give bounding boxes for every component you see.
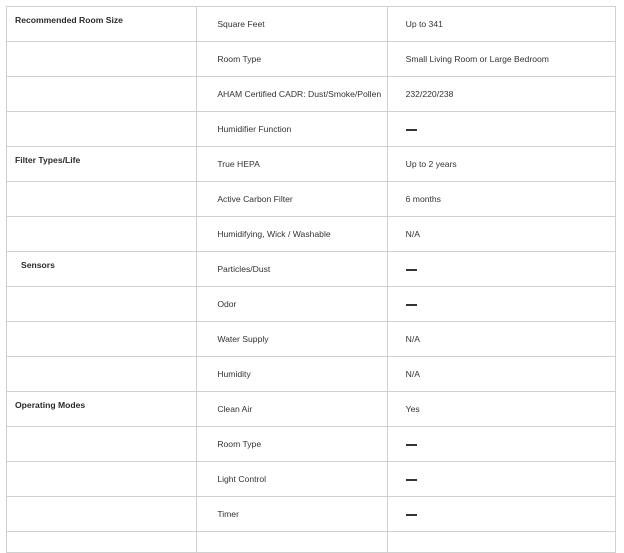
table-row (7, 7, 616, 42)
spec-label: Timer (197, 497, 387, 532)
category-label (7, 462, 197, 497)
table-row (7, 217, 616, 252)
specifications-table (6, 6, 616, 553)
spec-value: Up to 341 (387, 7, 615, 42)
spec-label: Clean Air (197, 392, 387, 427)
category-label (7, 112, 197, 147)
em-dash-icon (406, 304, 417, 306)
em-dash-icon (406, 129, 417, 131)
table-row (7, 322, 616, 357)
em-dash-icon (406, 479, 417, 481)
table-row (7, 427, 616, 462)
spec-label: Room Type (197, 42, 387, 77)
spec-value (387, 287, 615, 322)
spec-label: Particles/Dust (197, 252, 387, 287)
spec-label: Light Control (197, 462, 387, 497)
empty-cell (387, 532, 615, 553)
category-label (7, 497, 197, 532)
spec-label: Room Type (197, 427, 387, 462)
spec-label: Square Feet (197, 7, 387, 42)
spec-value (387, 427, 615, 462)
spec-value (387, 112, 615, 147)
table-row (7, 182, 616, 217)
spec-value: N/A (387, 322, 615, 357)
spec-value: N/A (387, 217, 615, 252)
empty-cell (197, 532, 387, 553)
spec-value (387, 462, 615, 497)
spec-label: Odor (197, 287, 387, 322)
empty-cell (7, 532, 197, 553)
table-row (7, 77, 616, 112)
category-label (7, 322, 197, 357)
spec-label: Active Carbon Filter (197, 182, 387, 217)
table-row (7, 147, 616, 182)
table-row (7, 392, 616, 427)
spec-label: Humidifying, Wick / Washable (197, 217, 387, 252)
spec-label: True HEPA (197, 147, 387, 182)
spec-value: Up to 2 years (387, 147, 615, 182)
spec-label: AHAM Certified CADR: Dust/Smoke/Pollen (197, 77, 387, 112)
table-row (7, 532, 616, 553)
em-dash-icon (406, 514, 417, 516)
category-label: Operating Modes (7, 392, 197, 427)
spec-value (387, 252, 615, 287)
table-row (7, 42, 616, 77)
spec-label: Humidity (197, 357, 387, 392)
category-label (7, 182, 197, 217)
category-label (7, 217, 197, 252)
category-label: Filter Types/Life (7, 147, 197, 182)
spec-value: N/A (387, 357, 615, 392)
spec-value: 232/220/238 (387, 77, 615, 112)
table-row (7, 112, 616, 147)
category-label (7, 427, 197, 462)
category-label (7, 42, 197, 77)
table-row (7, 462, 616, 497)
spec-value: Yes (387, 392, 615, 427)
table-row (7, 497, 616, 532)
table-row (7, 287, 616, 322)
spec-label: Water Supply (197, 322, 387, 357)
spec-label: Humidifier Function (197, 112, 387, 147)
em-dash-icon (406, 269, 417, 271)
category-label (7, 287, 197, 322)
table-row (7, 357, 616, 392)
category-label (7, 77, 197, 112)
spec-value: 6 months (387, 182, 615, 217)
table-row (7, 252, 616, 287)
category-label: Recommended Room Size (7, 7, 197, 42)
category-label (7, 357, 197, 392)
category-label: Sensors (7, 252, 197, 287)
spec-value: Small Living Room or Large Bedroom (387, 42, 615, 77)
spec-value (387, 497, 615, 532)
em-dash-icon (406, 444, 417, 446)
